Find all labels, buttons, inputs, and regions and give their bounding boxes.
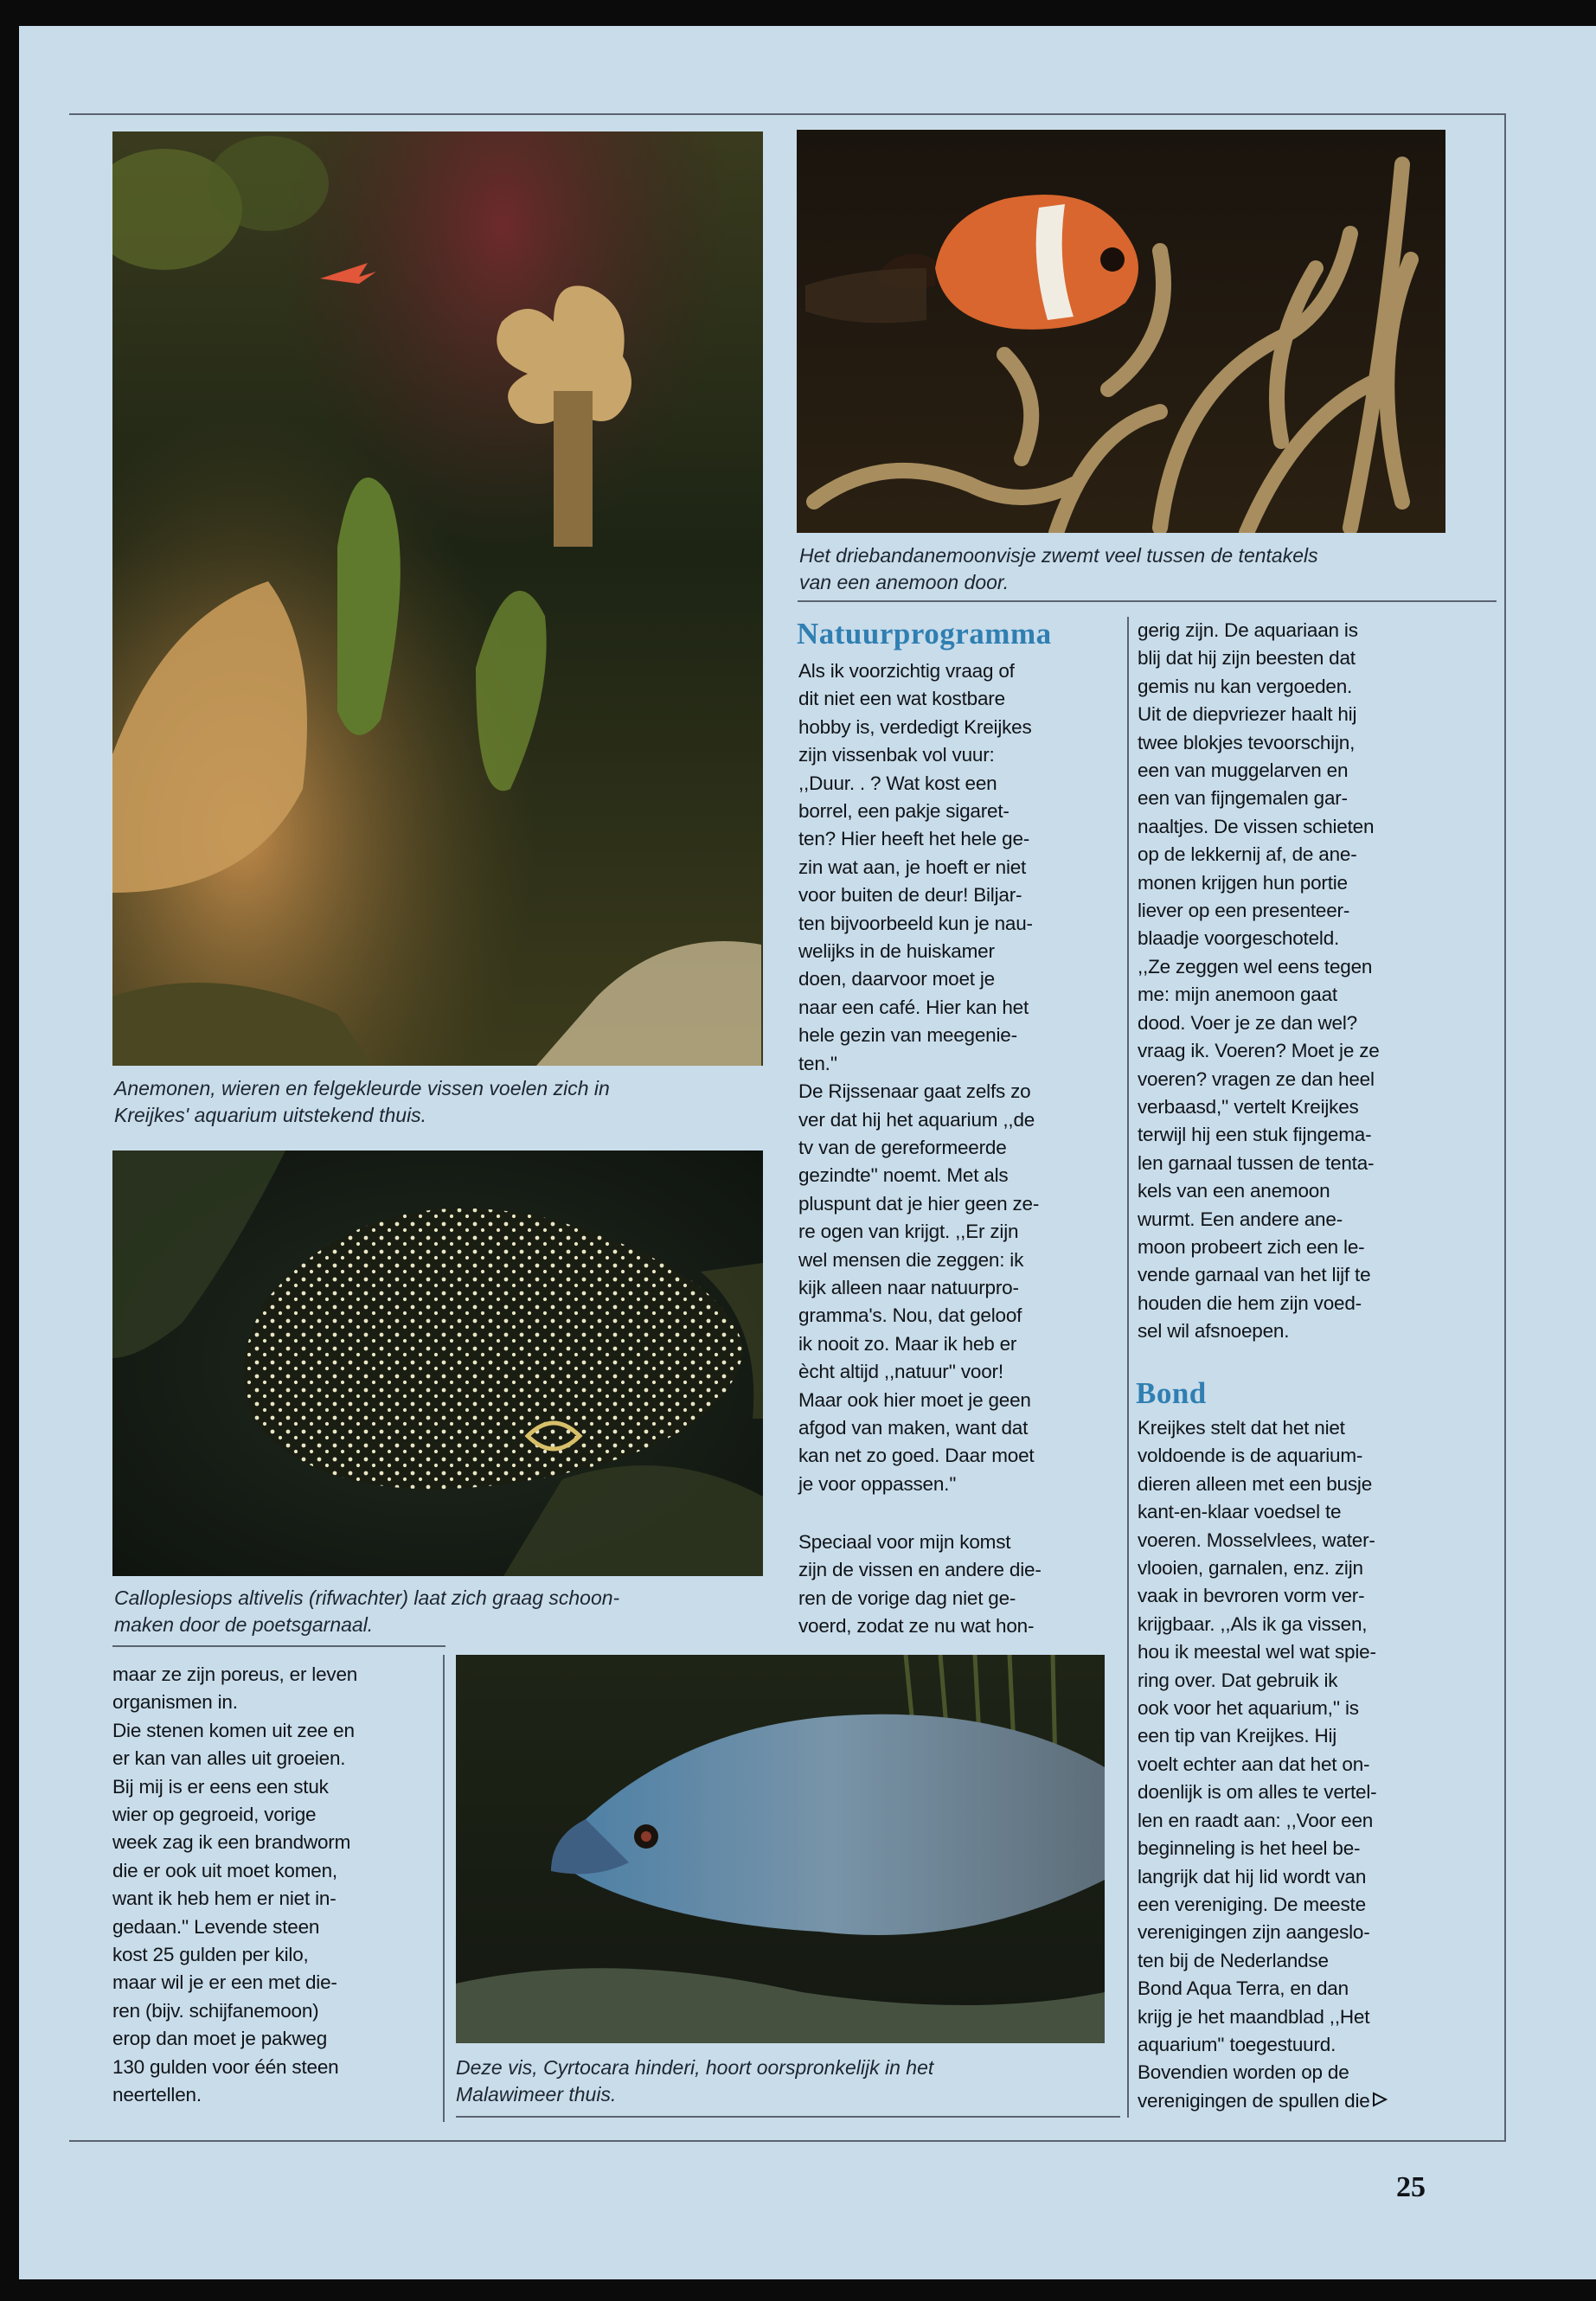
bond-heading: Bond — [1136, 1376, 1207, 1410]
natuurprogramma-heading: Natuurprogramma — [797, 617, 1052, 651]
page-number: 25 — [1396, 2171, 1426, 2203]
spotted-caption-rule — [112, 1645, 445, 1647]
blue-caption-rule — [456, 2116, 1120, 2118]
right-frame-rule — [1504, 113, 1506, 2142]
right-column-text-upper: gerig zijn. De aquariaan is blij dat hij zijn beesten dat gemis nu kan vergoeden. Uit de diepvriezer haalt hij twee blokjes tevoorschijn, een van muggelarven en een van fijngemalen gar- naaltjes. De vissen schieten op de lekkernij af, de ane- monen krijgen hun portie liever op een presenteer- blaadje voorgeschoteld. ,,Ze zeggen wel eens tegen me: mijn anemoon gaat dood. Voer je ze dan wel? vraag ik. Voeren? Moet je ze voeren? vragen ze dan heel verbaasd,'' vertelt Kreijkes terwijl hij een stuk fijngema- len garnaal tussen de tenta- kels van een anemoon wurmt. Een andere ane- moon probeert zich een le- vende garnaal van het lijf te houden die hem zijn voed- sel wil afsnoepen. — [1138, 619, 1380, 1343]
blue-fish-photo — [456, 1655, 1105, 2043]
left-column-text-lower: maar ze zijn poreus, er leven organismen in. Die stenen komen uit zee en er kan van alles uit groeien. Bij mij is er eens een stuk wier op gegroeid, vorige week zag ik een brandworm die er ook uit moet komen, want ik heb hem er niet in- gedaan.'' Levende steen kost 25 gulden per kilo, maar wil je er een met die- ren (bijv. schijfanemoon) erop dan moet je pakweg 130 gulden voor één steen neertellen. — [112, 1663, 358, 2106]
middle-column-divider — [1127, 617, 1129, 2118]
left-column-divider — [443, 1655, 445, 2122]
spotted-fish-photo — [112, 1150, 763, 1576]
aquarium-anemones-photo — [112, 131, 763, 1066]
middle-column-text-lower: Speciaal voor mijn komst zijn de vissen en andere die- ren de vorige dag niet ge- voerd, zodat ze nu wat hon- — [798, 1531, 1042, 1638]
anemones-caption: Anemonen, wieren en felgekleurde vissen voelen zich in Kreijkes' aquarium uitstekend thuis. — [114, 1077, 610, 1126]
clownfish-caption: Het driebandanemoonvisje zwemt veel tussen de tentakels van een anemoon door. — [799, 544, 1318, 593]
clownfish-caption-rule — [798, 600, 1497, 602]
middle-column-text-upper: Als ik voorzichtig vraag of dit niet een wat kostbare hobby is, verdedigt Kreijkes zijn vissenbak vol vuur: ,,Duur. . ? Wat kost een borrel, een pakje sigaret- ten? Hier heeft het hele ge- zin wat aan, je hoeft er niet voor buiten de deur! Biljar- ten bijvoorbeeld kun je nau- welijks in de huiskamer doen, daarvoor moet je naar een café. Hier kan het hele gezin van meegenie- ten.'' De Rijssenaar gaat zelfs zo ver dat hij het aquarium ,,de tv van de gereformeerde gezindte'' noemt. Met als pluspunt dat je hier geen ze- re ogen van krijgt. ,,Er zijn wel mensen die zeggen: ik kijk alleen naar natuurpro- gramma's. Nou, dat geloof ik nooit zo. Maar ik heb er ècht altijd ,,natuur'' voor! Maar ook hier moet je geen afgod van maken, want dat kan net zo goed. Daar moet je voor oppassen.'' — [798, 660, 1040, 1495]
right-column-text-lower — [1138, 1414, 1501, 2115]
bottom-frame-rule — [69, 2140, 1505, 2142]
top-frame-rule — [69, 113, 1505, 115]
spotted-fish-caption: Calloplesiops altivelis (rifwachter) laat zich graag schoon- maken door de poetsgarnaal. — [114, 1586, 620, 1636]
clownfish-photo — [797, 130, 1445, 533]
continue-arrow-icon — [1372, 2087, 1388, 2115]
right-column-text-lower-body: Kreijkes stelt dat het niet voldoende is de aquarium- dieren alleen met een busje kant-en-klaar voedsel te voeren. Mosselvlees, water- vlooien, garnalen, enz. zijn vaak in bevroren vorm ver- krijgbaar. ,,Als ik ga vissen, hou ik meestal wel wat spie- ring over. Dat gebruik ik ook voor het aquarium,'' is een tip van Kreijkes. Hij voelt echter aan dat het on- doenlijk is om alles te vertel- len en raadt aan: ,,Voor een beginneling is het heel be- langrijk dat hij lid wordt van een vereniging. De meeste verenigingen zijn aangeslo- ten bij de Nederlandse Bond Aqua Terra, en dan krijg je het maandblad ,,Het aquarium'' toegestuurd. Bovendien worden op de verenigingen de spullen die — [1138, 1417, 1377, 2112]
magazine-page — [19, 26, 1596, 2279]
blue-fish-caption: Deze vis, Cyrtocara hinderi, hoort oorspronkelijk in het Malawimeer thuis. — [456, 2056, 934, 2106]
